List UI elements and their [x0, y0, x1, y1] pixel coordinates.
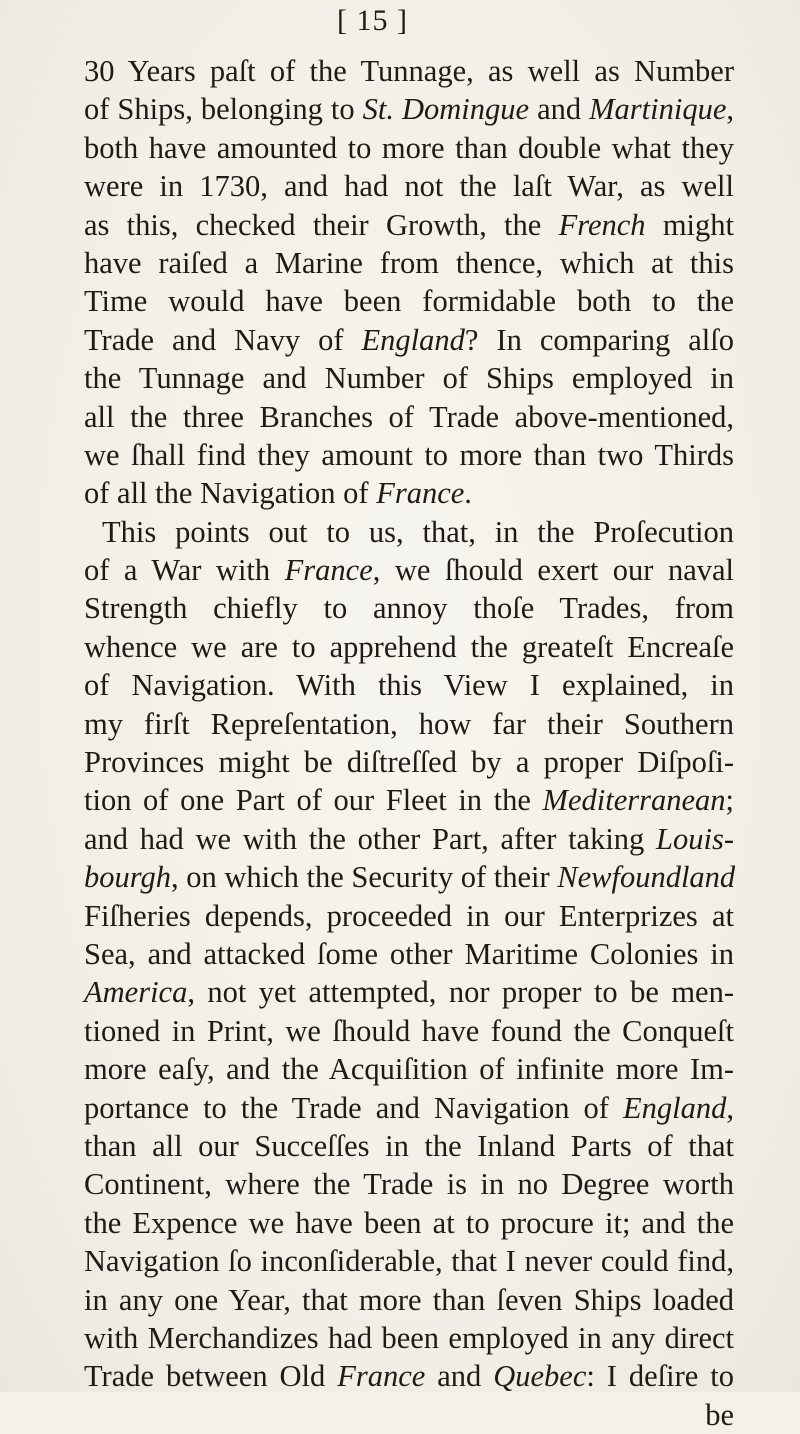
text-line: than all our Succeſſes in the Inland Parts of that	[84, 1128, 734, 1163]
text-line: and had we with the other Part, after taking Louis-	[84, 821, 734, 856]
text-line: Trade between Old France and Quebec: I deſire to	[84, 1359, 734, 1394]
text-line: This points out to us, that, in the Proſecution	[102, 514, 734, 549]
text-line: tion of one Part of our Fleet in the Mediterranean;	[84, 783, 734, 818]
text-line: 30 Years paſt of the Tunnage, as well as Number	[84, 54, 734, 88]
page-header	[0, 4, 800, 38]
text-line: were in 1730, and had not the laſt War, as well	[84, 169, 734, 204]
text-line: the Tunnage and Number of Ships employed in	[84, 361, 734, 396]
text-line: both have amounted to more than double what they	[84, 130, 734, 165]
text-line: of Navigation. With this View I explained, in	[84, 668, 734, 703]
text-line: Continent, where the Trade is in no Degree worth	[84, 1167, 734, 1202]
text-line: of Ships, belonging to St. Domingue and Martinique,	[84, 92, 734, 127]
text-line: America, not yet attempted, nor proper to be men-	[84, 975, 734, 1010]
text-line: Time would have been formidable both to the	[84, 284, 734, 319]
text-line: Trade and Navy of England? In comparing alſo	[84, 322, 734, 357]
text-line: whence we are to apprehend the greateſt Encreaſe	[84, 629, 734, 664]
text-line: tioned in Print, we ſhould have found the Conqueſt	[84, 1013, 734, 1048]
text-line: my firſt Repreſentation, how far their Southern	[84, 706, 734, 741]
text-line: portance to the Trade and Navigation of England,	[84, 1090, 734, 1125]
text-line: of a War with France, we ſhould exert our naval	[84, 553, 735, 588]
catchword: be	[705, 1397, 734, 1432]
text-line: of all the Navigation of France.	[84, 476, 472, 511]
text-line: as this, checked their Growth, the French might	[84, 207, 734, 242]
text-line: the Expence we have been at to procure it; and the	[84, 1205, 734, 1240]
page-number: [ 15 ]	[337, 4, 408, 37]
text-line: Fiſheries depends, proceeded in our Enterprizes at	[84, 898, 734, 933]
text-line: all the three Branches of Trade above-mentioned,	[84, 399, 734, 434]
text-line: Strength chiefly to annoy thoſe Trades, from	[84, 591, 734, 626]
text-line: have raiſed a Marine from thence, which at this	[84, 245, 734, 280]
text-line: Sea, and attacked ſome other Maritime Colonies in	[84, 936, 734, 971]
text-line: bourgh, on which the Security of their Newfoundland	[84, 860, 736, 895]
body-text	[84, 52, 734, 1434]
text-line: with Merchandizes had been employed in any direct	[84, 1320, 734, 1355]
text-line: more eaſy, and the Acquiſition of infinite more Im-	[84, 1052, 734, 1087]
text-line: in any one Year, that more than ſeven Ships loaded	[84, 1282, 734, 1317]
text-line: we ſhall find they amount to more than two Thirds	[84, 437, 734, 472]
text-line: Provinces might be diſtreſſed by a proper Diſpoſi-	[84, 745, 734, 780]
text-line: Navigation ſo inconſiderable, that I never could find,	[84, 1244, 734, 1279]
